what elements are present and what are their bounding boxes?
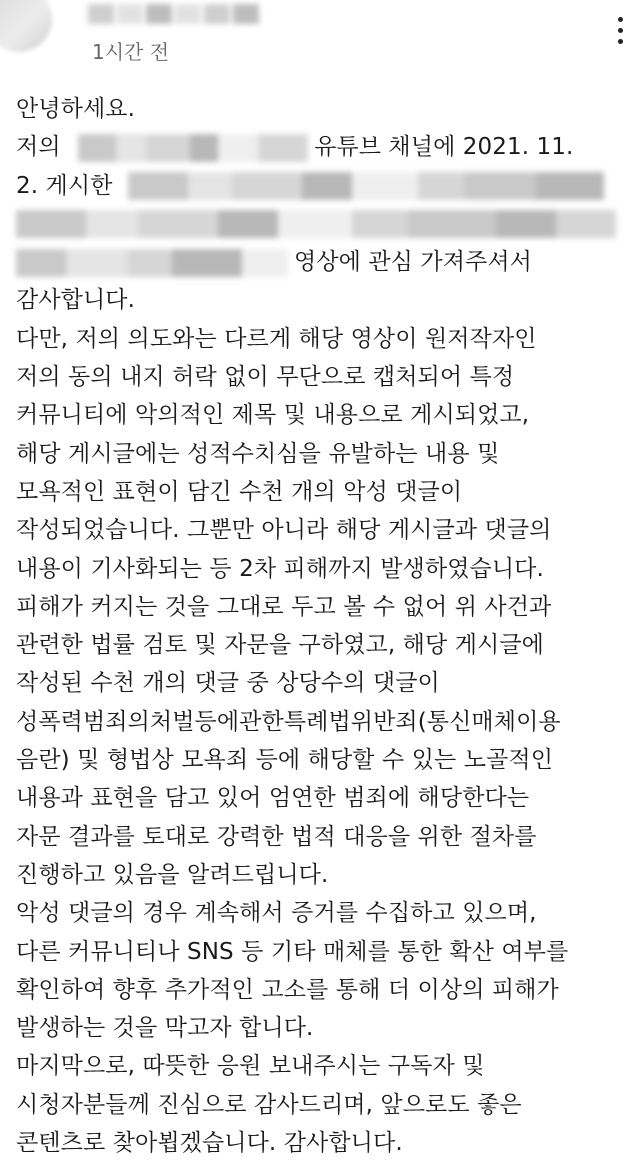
post-line xyxy=(16,243,620,281)
post-line xyxy=(16,741,620,779)
redacted-channel-name xyxy=(78,134,308,162)
post-line xyxy=(16,818,620,856)
line-text: 피해가 커지는 것을 그대로 두고 볼 수 없어 위 사건과 xyxy=(16,593,552,620)
post-line xyxy=(16,894,620,932)
post-line xyxy=(16,779,620,817)
post-line xyxy=(16,90,620,128)
post-line xyxy=(16,1086,620,1124)
post-line xyxy=(16,205,620,243)
post-line xyxy=(16,1124,620,1162)
line-text: 저의 동의 내지 허락 없이 무단으로 캡처되어 특정 xyxy=(16,364,515,391)
avatar[interactable] xyxy=(0,0,52,52)
post-line xyxy=(16,856,620,894)
redacted-video-title xyxy=(16,210,616,238)
redacted-video-title xyxy=(16,249,288,277)
line-text: 시청자분들께 진심으로 감사드리며, 앞으로도 좋은 xyxy=(16,1091,522,1118)
post-line xyxy=(16,971,620,1009)
line-text: 음란) 및 형법상 모욕죄 등에 해당할 수 있는 노골적인 xyxy=(16,747,554,774)
line-text: 유튜브 채널에 2021. 11. xyxy=(314,134,574,161)
post-line xyxy=(16,626,620,664)
post-line xyxy=(16,167,620,205)
line-text: 해당 게시글에는 성적수치심을 유발하는 내용 및 xyxy=(16,440,500,467)
post-line xyxy=(16,435,620,473)
post-line xyxy=(16,128,620,166)
redacted-author-name xyxy=(88,4,259,24)
post-header xyxy=(0,0,640,80)
post-line xyxy=(16,703,620,741)
line-text: 영상에 관심 가져주셔서 xyxy=(294,249,533,276)
post-line xyxy=(16,320,620,358)
line-text: 발생하는 것을 막고자 합니다. xyxy=(16,1015,314,1042)
post-line xyxy=(16,281,620,319)
line-text: 다른 커뮤니티나 SNS 등 기타 매체를 통한 확산 여부를 xyxy=(16,938,569,965)
line-text: 관련한 법률 검토 및 자문을 구하였고, 해당 게시글에 xyxy=(16,632,544,659)
line-text: 안녕하세요. xyxy=(16,96,136,122)
post-line xyxy=(16,358,620,396)
line-text: 마지막으로, 따뜻한 응원 보내주시는 구독자 및 xyxy=(16,1053,485,1080)
post-line xyxy=(16,511,620,549)
post-line xyxy=(16,664,620,702)
line-text: 자문 결과를 토대로 강력한 법적 대응을 위한 절차를 xyxy=(16,823,537,850)
line-text: 다만, 저의 의도와는 다르게 해당 영상이 원저작자인 xyxy=(16,325,537,352)
post-line xyxy=(16,473,620,511)
post-line xyxy=(16,1009,620,1047)
post-line xyxy=(16,933,620,971)
line-text: 성폭력범죄의처벌등에관한특례법위반죄(통신매체이용 xyxy=(16,708,561,735)
line-text: 작성되었습니다. 그뿐만 아니라 해당 게시글과 댓글의 xyxy=(16,517,552,544)
line-text: 모욕적인 표현이 담긴 수천 개의 악성 댓글이 xyxy=(16,478,463,505)
line-text: 악성 댓글의 경우 계속해서 증거를 수집하고 있으며, xyxy=(16,900,537,927)
line-text: 2. 게시한 xyxy=(16,172,113,199)
line-text: 감사합니다. xyxy=(16,287,136,314)
line-text: 커뮤니티에 악의적인 제목 및 내용으로 게시되었고, xyxy=(16,402,530,429)
post-line xyxy=(16,550,620,588)
post-body xyxy=(16,90,620,1162)
line-text: 진행하고 있음을 알려드립니다. xyxy=(16,861,329,888)
post-timestamp: 1시간 전 xyxy=(92,40,170,64)
line-text: 저의 xyxy=(16,134,61,161)
post-line xyxy=(16,396,620,434)
line-text: 내용과 표현을 담고 있어 엄연한 범죄에 해당한다는 xyxy=(16,785,530,812)
line-text: 콘텐츠로 찾아뵙겠습니다. 감사합니다. xyxy=(16,1130,403,1157)
more-vertical-icon[interactable] xyxy=(606,8,634,52)
redacted-video-title xyxy=(128,172,604,200)
post-line xyxy=(16,588,620,626)
line-text: 확인하여 향후 추가적인 고소를 통해 더 이상의 피해가 xyxy=(16,976,559,1003)
post-line xyxy=(16,1047,620,1085)
line-text: 작성된 수천 개의 댓글 중 상당수의 댓글이 xyxy=(16,670,440,697)
line-text: 내용이 기사화되는 등 2차 피해까지 발생하였습니다. xyxy=(16,555,544,582)
